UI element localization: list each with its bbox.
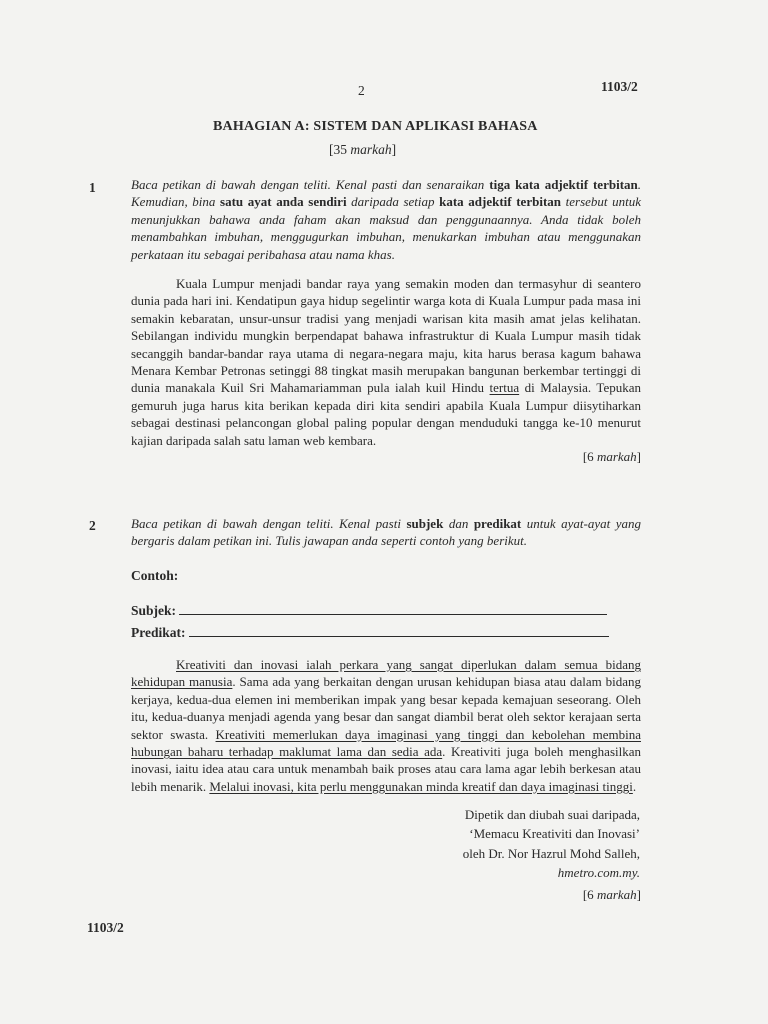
- question-1-instructions: Baca petikan di bawah dengan teliti. Kenal pasti dan senaraikan tiga kata adjektif terbitan. Kemudian, bina satu ayat anda sendiri daripada setiap kata adjektif terbitan tersebut untuk menunjukkan bahawa anda faham akan maksud dan penggunaannya. Anda tidak boleh menambahkan imbuhan, menggugurkan imbuhan, menukarkan imbuhan atau menggunakan perkataan itu sebagai peribahasa atau nama khas.: [131, 177, 641, 262]
- section-title: BAHAGIAN A: SISTEM DAN APLIKASI BAHASA: [213, 119, 538, 134]
- predikat-row: [131, 624, 609, 641]
- section-marks: [35 markah]: [329, 142, 397, 157]
- example-label: Contoh:: [131, 568, 179, 583]
- question-2-passage: Kreativiti dan inovasi ialah perkara yang sangat diperlukan dalam semua bidang kehidupan manusia. Sama ada yang berkaitan dengan urusan kehidupan biasa atau dalam bidang kerjaya, kedua-dua elemen ini memberikan impak yang besar kepada kemajuan seseorang. Oleh itu, kedua-duanya menjadi agenda yang besar dan sangat diambil berat oleh sektor kerajaan serta sektor swasta. Kreativiti memerlukan daya imaginasi yang tinggi dan kebolehan membina hubungan baharu terhadap maklumat lama dan sedia ada. Kreativiti juga boleh menghasilkan inovasi, iaitu idea atau cara untuk menambah baik proses atau cara lama agar lebih berkesan atau lebih menarik. Melalui inovasi, kita perlu menggunakan minda kreatif dan daya imaginasi tinggi.: [131, 657, 641, 794]
- predikat-answer-line: [189, 624, 609, 637]
- question-2-marks: [6 markah]: [582, 887, 641, 902]
- question-2-number: 2: [89, 518, 96, 533]
- question-2-instructions: Baca petikan di bawah dengan teliti. Kenal pasti subjek dan predikat untuk ayat-ayat yang bergaris dalam petikan ini. Tulis jawapan anda seperti contoh yang berikut.: [131, 516, 641, 549]
- source-line-4: hmetro.com.my.: [557, 865, 640, 881]
- source-line-1: Dipetik dan diubah suai daripada,: [464, 807, 640, 822]
- question-1-marks: [6 markah]: [582, 449, 641, 464]
- paper-code: 1103/2: [601, 79, 638, 94]
- underlined-sentence-1: Kreativiti dan inovasi ialah perkara yang sangat diperlukan dalam semua bidang kehidupan manusia: [131, 657, 641, 690]
- source-line-3: oleh Dr. Nor Hazrul Mohd Salleh,: [462, 845, 640, 861]
- source-line-2: ‘Memacu Kreativiti dan Inovasi’: [469, 826, 640, 842]
- underlined-word: tertua: [489, 380, 520, 396]
- question-1-passage: Kuala Lumpur menjadi bandar raya yang semakin moden dan termasyhur di seantero dunia pada hari ini. Kendatipun gaya hidup segelintir warga kota di Kuala Lumpur pada masa ini semakin kebaratan, unsur-unsur tradisi yang menjadi warisan kita masih amat jelas kelihatan. Sebilangan individu mungkin berpendapat bahawa infrastruktur di Kuala Lumpur masih tidak secanggih bandar-bandar raya utama di negara-negara maju, kita harus berasa kagum bahawa Menara Kembar Petronas setinggi 88 tingkat masih merupakan bangunan berkembar tertinggi di dunia manakala Kuil Sri Mahamariamman pula ialah kuil Hindu tertua di Malaysia. Tepukan gemuruh juga harus kita berikan kepada diri kita sendiri apabila Kuala Lumpur diisytiharkan sebagai destinasi pelancongan global paling popular dengan menduduki tangga ke-10 menurut kajian daripada salah satu laman web kembara.: [131, 276, 641, 448]
- subjek-label: Subjek:: [131, 603, 177, 618]
- underlined-sentence-3: Melalui inovasi, kita perlu menggunakan minda kreatif dan daya imaginasi tinggi: [209, 778, 633, 794]
- subjek-answer-line: [179, 602, 607, 615]
- page-number: 2: [358, 83, 365, 98]
- source-citation: [320, 805, 640, 883]
- question-1-number: 1: [89, 180, 96, 195]
- predikat-label: Predikat:: [131, 625, 186, 640]
- footer-paper-code: 1103/2: [87, 920, 124, 935]
- underlined-sentence-2: Kreativiti memerlukan daya imaginasi yang tinggi dan kebolehan membina hubungan baharu terhadap maklumat lama dan sedia ada: [131, 726, 641, 760]
- subjek-row: [131, 602, 607, 619]
